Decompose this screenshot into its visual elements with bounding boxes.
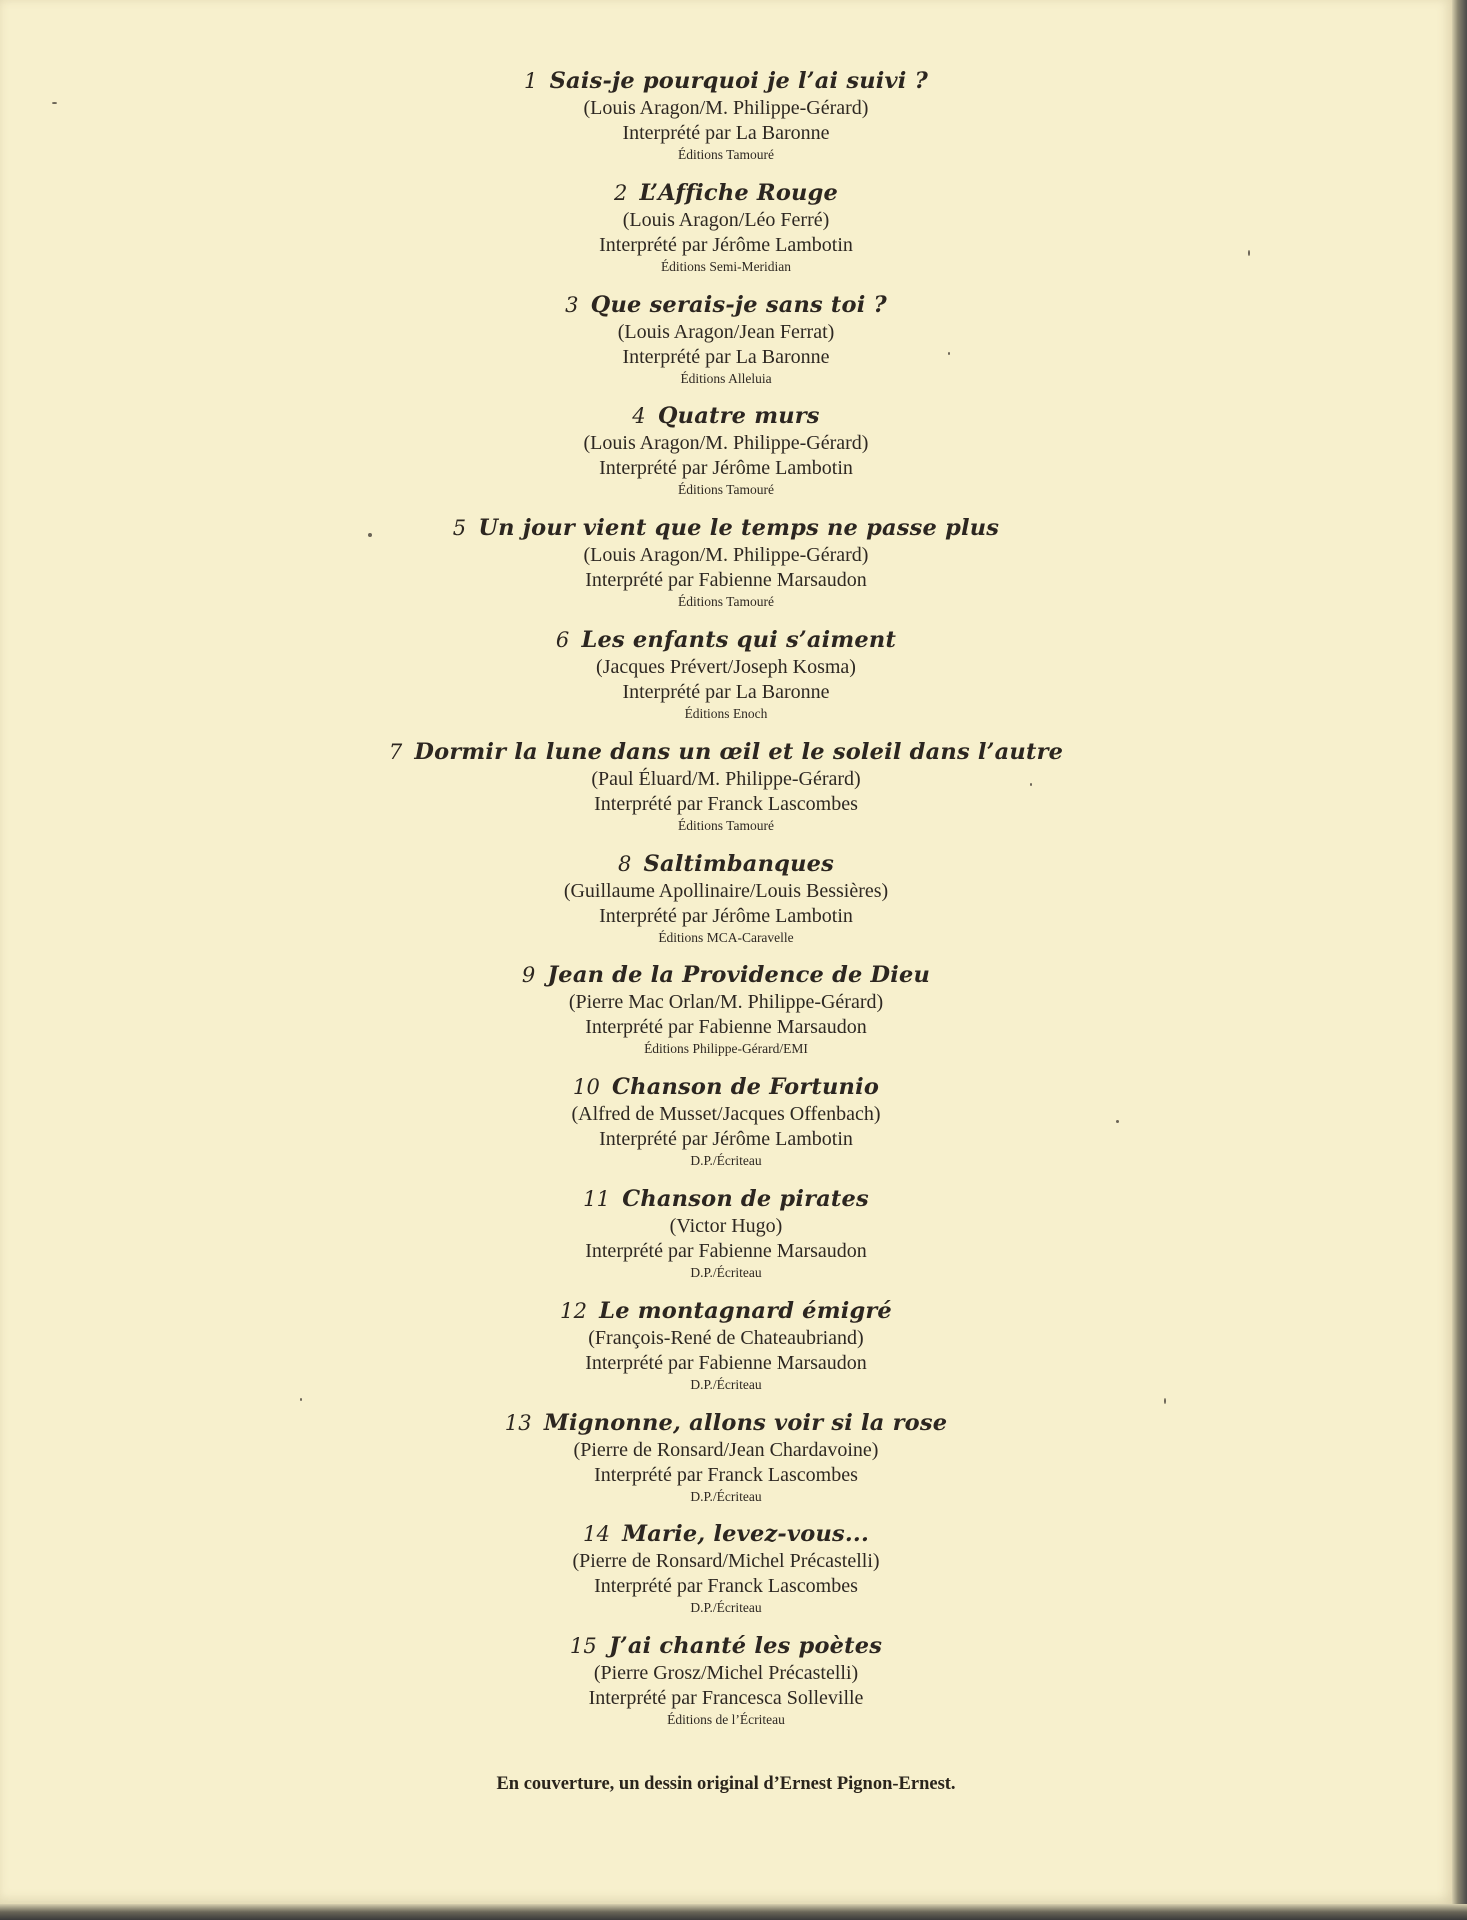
paper-speck <box>368 533 372 537</box>
track-number: 12 <box>560 1298 588 1323</box>
track-performer: Interprété par Franck Lascombes <box>594 1463 858 1486</box>
track-title-line <box>0 1519 1452 1549</box>
page-edge-shadow <box>0 1904 1467 1920</box>
track-title-line <box>0 178 1452 208</box>
track-list <box>0 66 1452 1743</box>
track-performer: Interprété par La Baronne <box>622 122 830 144</box>
track-authors: (Paul Éluard/M. Philippe-Gérard) <box>591 767 861 790</box>
track-authors: (Jacques Prévert/Joseph Kosma) <box>596 655 856 678</box>
paper-speck <box>948 352 950 355</box>
paper-speck <box>1248 250 1250 256</box>
track-performer: Interprété par Franck Lascombes <box>594 792 858 815</box>
track-item <box>0 960 1452 1072</box>
track-title-line <box>0 513 1452 543</box>
track-number: 1 <box>524 69 538 93</box>
track-performer: Interprété par Jérôme Lambotin <box>599 457 853 480</box>
track-number: 7 <box>388 739 403 764</box>
paper-speck <box>1030 783 1032 786</box>
paper-speck <box>1164 1398 1166 1404</box>
track-publisher: D.P./Écriteau <box>690 1264 762 1280</box>
track-performer: Interprété par Fabienne Marsaudon <box>585 1016 867 1039</box>
track-performer: Interprété par Jérôme Lambotin <box>599 1128 853 1151</box>
track-number: 2 <box>613 180 628 205</box>
paper-speck <box>300 1398 302 1401</box>
track-title: Saltimbanques <box>643 850 835 877</box>
track-title-line <box>0 960 1452 990</box>
track-performer: Interprété par Jérôme Lambotin <box>599 904 853 927</box>
track-title-line <box>0 1408 1452 1438</box>
track-publisher: Éditions Philippe-Gérard/EMI <box>644 1041 808 1057</box>
track-authors: (Louis Aragon/M. Philippe-Gérard) <box>583 544 869 567</box>
cover-credit: En couverture, un dessin original d’Ernest Pignon-Ernest. <box>496 1774 956 1794</box>
track-title: Mignonne, allons voir si la rose <box>543 1409 948 1436</box>
track-title: Chanson de Fortunio <box>612 1074 880 1101</box>
track-publisher: Éditions Tamouré <box>678 147 774 162</box>
track-authors: (Guillaume Apollinaire/Louis Bessières) <box>563 879 889 902</box>
track-number: 10 <box>572 1075 601 1100</box>
track-title: Sais-je pourquoi je l’ai suivi ? <box>549 68 928 94</box>
track-item <box>0 625 1452 737</box>
track-publisher: D.P./Écriteau <box>690 1600 762 1616</box>
track-number: 3 <box>565 292 579 317</box>
track-authors: (Louis Aragon/Jean Ferrat) <box>617 320 835 343</box>
track-title-line <box>0 401 1452 431</box>
track-authors: (Alfred de Musset/Jacques Offenbach) <box>571 1103 881 1126</box>
track-item <box>0 737 1452 849</box>
track-item <box>0 1072 1452 1184</box>
track-title-line <box>0 1296 1452 1326</box>
track-publisher: Éditions Alleluia <box>680 370 772 386</box>
track-authors: (Louis Aragon/Léo Ferré) <box>622 208 830 231</box>
track-publisher: Éditions Enoch <box>684 705 768 721</box>
track-publisher: Éditions MCA-Caravelle <box>658 929 794 945</box>
track-authors: (Victor Hugo) <box>669 1214 783 1237</box>
track-title: Jean de la Providence de Dieu <box>547 962 931 989</box>
track-title-line <box>0 737 1452 767</box>
track-number: 15 <box>569 1634 597 1659</box>
track-title-line <box>0 1072 1452 1102</box>
track-publisher: Éditions Tamouré <box>678 482 774 498</box>
track-authors: (Pierre de Ronsard/Jean Chardavoine) <box>573 1438 879 1461</box>
track-authors: (Pierre Mac Orlan/M. Philippe-Gérard) <box>568 991 884 1014</box>
track-performer: Interprété par Fabienne Marsaudon <box>585 1239 867 1262</box>
track-authors: (Louis Aragon/M. Philippe-Gérard) <box>583 97 869 119</box>
track-performer: Interprété par Franck Lascombes <box>594 1575 858 1598</box>
track-item <box>0 849 1452 961</box>
track-number: 5 <box>452 516 467 541</box>
track-item <box>0 66 1452 178</box>
track-number: 14 <box>583 1522 611 1547</box>
track-item <box>0 401 1452 513</box>
track-performer: Interprété par La Baronne <box>622 680 830 703</box>
track-item <box>0 513 1452 625</box>
track-item <box>0 1408 1452 1520</box>
track-performer: Interprété par Jérôme Lambotin <box>599 233 853 256</box>
track-publisher: Éditions de l’Écriteau <box>667 1712 785 1728</box>
track-title: Marie, levez-vous... <box>622 1521 869 1548</box>
track-title-line <box>0 625 1452 655</box>
track-performer: Interprété par Fabienne Marsaudon <box>585 569 867 592</box>
track-number: 6 <box>555 627 570 652</box>
track-title-line <box>0 1631 1452 1661</box>
track-title: L’Affiche Rouge <box>639 179 839 206</box>
track-item <box>0 1296 1452 1408</box>
track-number: 13 <box>504 1410 532 1435</box>
track-title: J’ai chanté les poètes <box>608 1633 883 1660</box>
track-title-line <box>0 849 1452 879</box>
track-authors: (François-René de Chateaubriand) <box>588 1326 864 1349</box>
track-number: 9 <box>521 963 536 988</box>
page-edge-shadow <box>1452 0 1467 1920</box>
track-title: Dormir la lune dans un œil et le soleil dans l’autre <box>414 738 1064 765</box>
track-number: 4 <box>632 404 646 429</box>
track-performer: Interprété par La Baronne <box>622 345 830 368</box>
track-title-line <box>0 66 1452 96</box>
track-publisher: D.P./Écriteau <box>690 1153 762 1169</box>
paper-speck <box>1116 1120 1119 1123</box>
paper-speck <box>52 102 57 104</box>
track-authors: (Louis Aragon/M. Philippe-Gérard) <box>583 432 869 455</box>
track-item <box>0 178 1452 290</box>
track-item <box>0 1519 1452 1631</box>
track-publisher: D.P./Écriteau <box>690 1488 762 1504</box>
track-item <box>0 1184 1452 1296</box>
track-title: Le montagnard émigré <box>599 1297 892 1324</box>
track-title: Que serais-je sans toi ? <box>590 291 887 318</box>
track-number: 11 <box>583 1186 611 1211</box>
track-title: Les enfants qui s’aiment <box>581 626 897 653</box>
track-publisher: Éditions Tamouré <box>678 817 774 833</box>
track-performer: Interprété par Fabienne Marsaudon <box>585 1351 867 1374</box>
track-title: Quatre murs <box>657 403 820 430</box>
track-item <box>0 290 1452 402</box>
track-number: 8 <box>617 851 632 876</box>
track-authors: (Pierre Grosz/Michel Précastelli) <box>593 1662 859 1685</box>
track-publisher: Éditions Semi-Meridian <box>660 258 792 274</box>
track-publisher: D.P./Écriteau <box>690 1376 762 1392</box>
track-title-line <box>0 290 1452 320</box>
track-item <box>0 1631 1452 1743</box>
track-authors: (Pierre de Ronsard/Michel Précastelli) <box>572 1550 880 1573</box>
track-title: Chanson de pirates <box>622 1185 869 1212</box>
track-publisher: Éditions Tamouré <box>678 594 774 610</box>
track-title-line <box>0 1184 1452 1214</box>
track-performer: Interprété par Francesca Solleville <box>588 1687 864 1710</box>
track-title: Un jour vient que le temps ne passe plus <box>478 515 1000 542</box>
